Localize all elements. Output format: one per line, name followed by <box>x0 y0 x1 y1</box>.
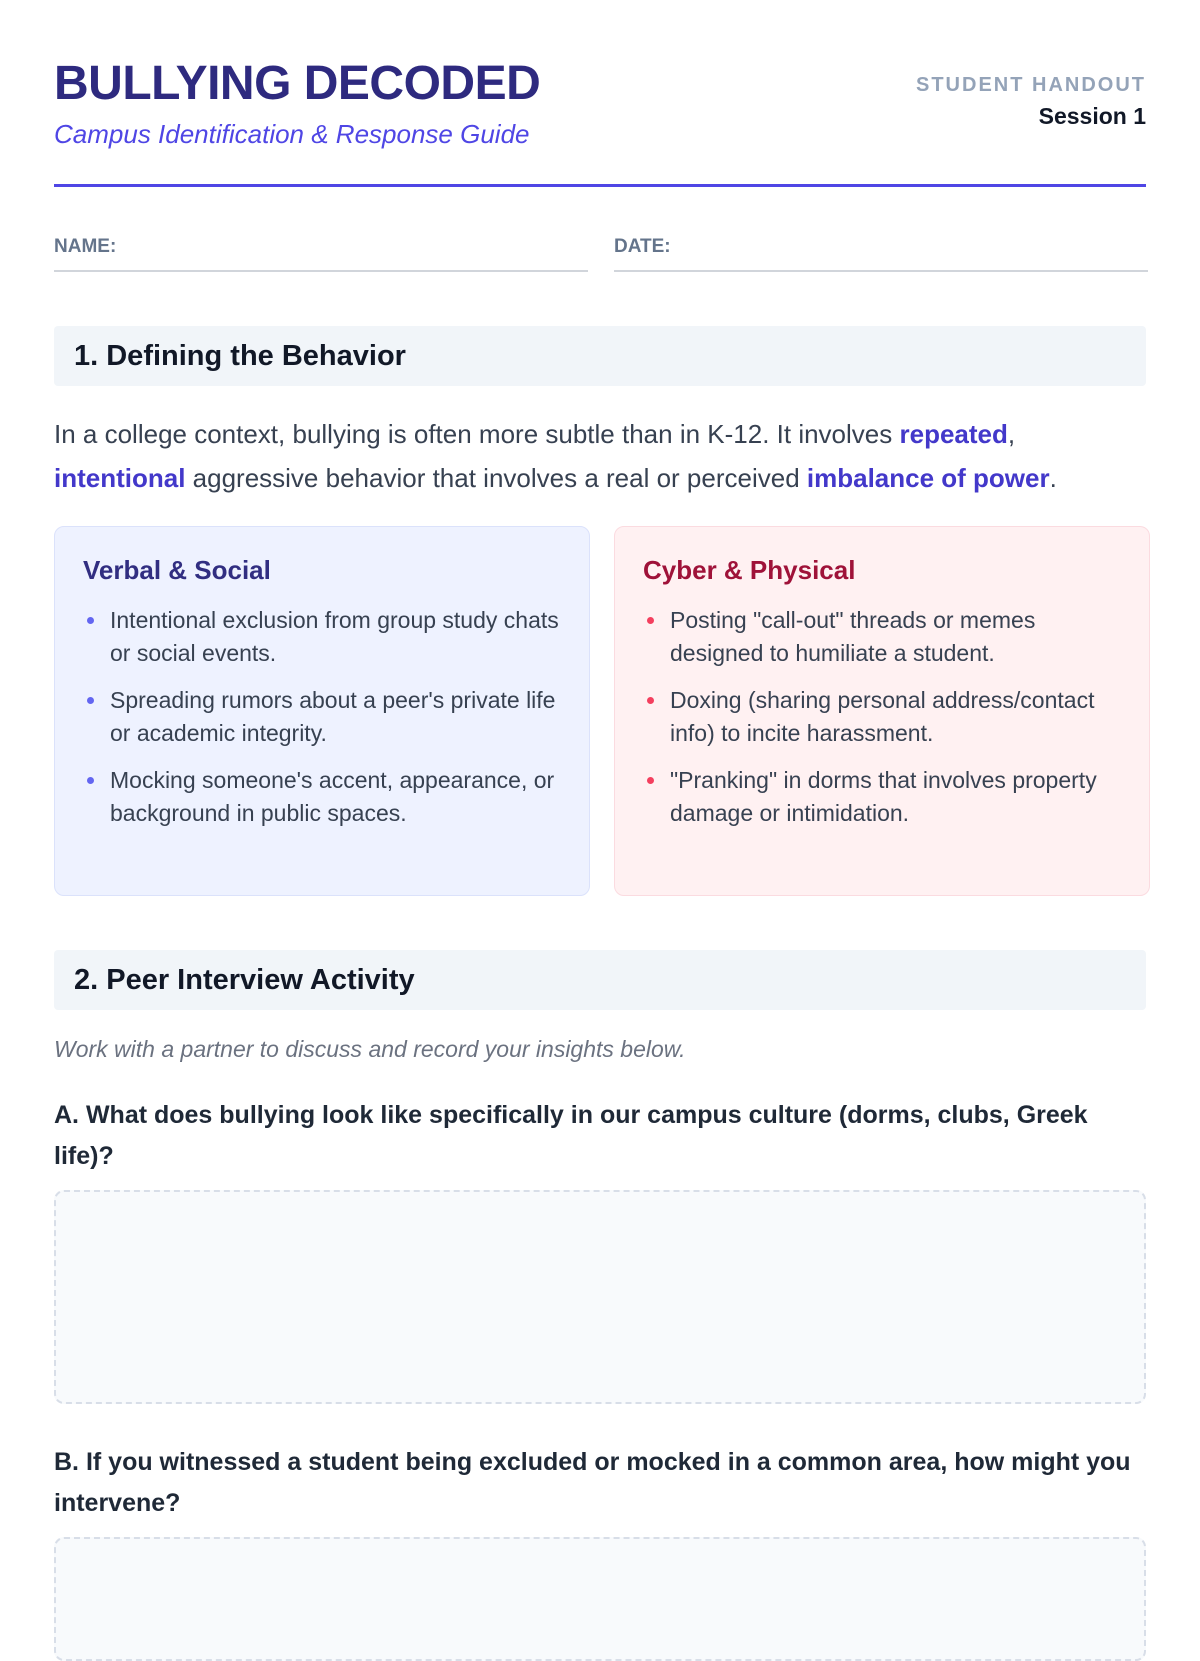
activity-instruction: Work with a partner to discuss and record your insights below. <box>54 1036 686 1062</box>
cyber-physical-card <box>614 526 1150 896</box>
list-item-text: Mocking someone's accent, appearance, or background in public spaces. <box>110 767 555 826</box>
question-a: A. What does bullying look like specifically in our campus culture (dorms, clubs, Greek life)? <box>54 1101 1088 1170</box>
intro-text: . <box>1049 463 1057 493</box>
verbal-social-card <box>54 526 590 896</box>
bullet-list <box>83 604 561 830</box>
card-title: Verbal & Social <box>83 555 271 585</box>
list-item-text: Spreading rumors about a peer's private life or academic integrity. <box>110 687 556 746</box>
list-item-text: "Pranking" in dorms that involves property damage or intimidation. <box>670 767 1097 826</box>
section-heading-interview: 2. Peer Interview Activity <box>54 950 1146 1010</box>
list-item-text: Doxing (sharing personal address/contact info) to incite harassment. <box>670 687 1095 746</box>
answer-box-a[interactable] <box>54 1190 1146 1404</box>
bullet-dot-icon <box>647 777 654 784</box>
handout-page <box>54 0 1146 1517</box>
session-label: Session 1 <box>1038 103 1146 129</box>
list-item <box>643 604 1121 670</box>
list-item-text: Intentional exclusion from group study chats or social events. <box>110 607 559 666</box>
intro-text: , <box>1007 419 1016 449</box>
list-item <box>83 604 561 670</box>
bullet-dot-icon <box>87 697 94 704</box>
date-field-label: DATE: <box>614 236 671 257</box>
bullet-dot-icon <box>87 777 94 784</box>
section-heading-defining: 1. Defining the Behavior <box>54 326 1146 386</box>
list-item-text: Posting "call-out" threads or memes designed to humiliate a student. <box>670 607 1036 666</box>
definition-paragraph <box>54 412 1146 500</box>
student-fields <box>54 230 1146 272</box>
handout-label: STUDENT HANDOUT <box>916 74 1146 96</box>
page-title: BULLYING DECODED <box>54 57 541 110</box>
handout-meta <box>916 74 1146 130</box>
intro-text: aggressive behavior that involves a real or perceived <box>185 463 807 493</box>
bullet-list <box>643 604 1121 830</box>
list-item <box>643 764 1121 830</box>
header <box>54 0 1146 187</box>
page-subtitle: Campus Identification & Response Guide <box>54 119 530 149</box>
date-field[interactable] <box>614 230 1148 272</box>
list-item <box>83 764 561 830</box>
highlight-repeated: repeated <box>899 419 1008 449</box>
bullet-dot-icon <box>647 697 654 704</box>
card-title: Cyber & Physical <box>643 555 856 585</box>
bullet-dot-icon <box>647 617 654 624</box>
answer-box-b[interactable] <box>54 1537 1146 1661</box>
highlight-intentional: intentional <box>54 463 186 493</box>
question-b: B. If you witnessed a student being excluded or mocked in a common area, how might you intervene? <box>54 1448 1131 1517</box>
highlight-imbalance-of-power: imbalance of power <box>806 463 1050 493</box>
name-field[interactable] <box>54 230 588 272</box>
list-item <box>83 684 561 750</box>
intro-text: In a college context, bullying is often more subtle than in K-12. It involves <box>54 419 900 449</box>
bullet-dot-icon <box>87 617 94 624</box>
name-field-label: NAME: <box>54 236 117 257</box>
list-item <box>643 684 1121 750</box>
